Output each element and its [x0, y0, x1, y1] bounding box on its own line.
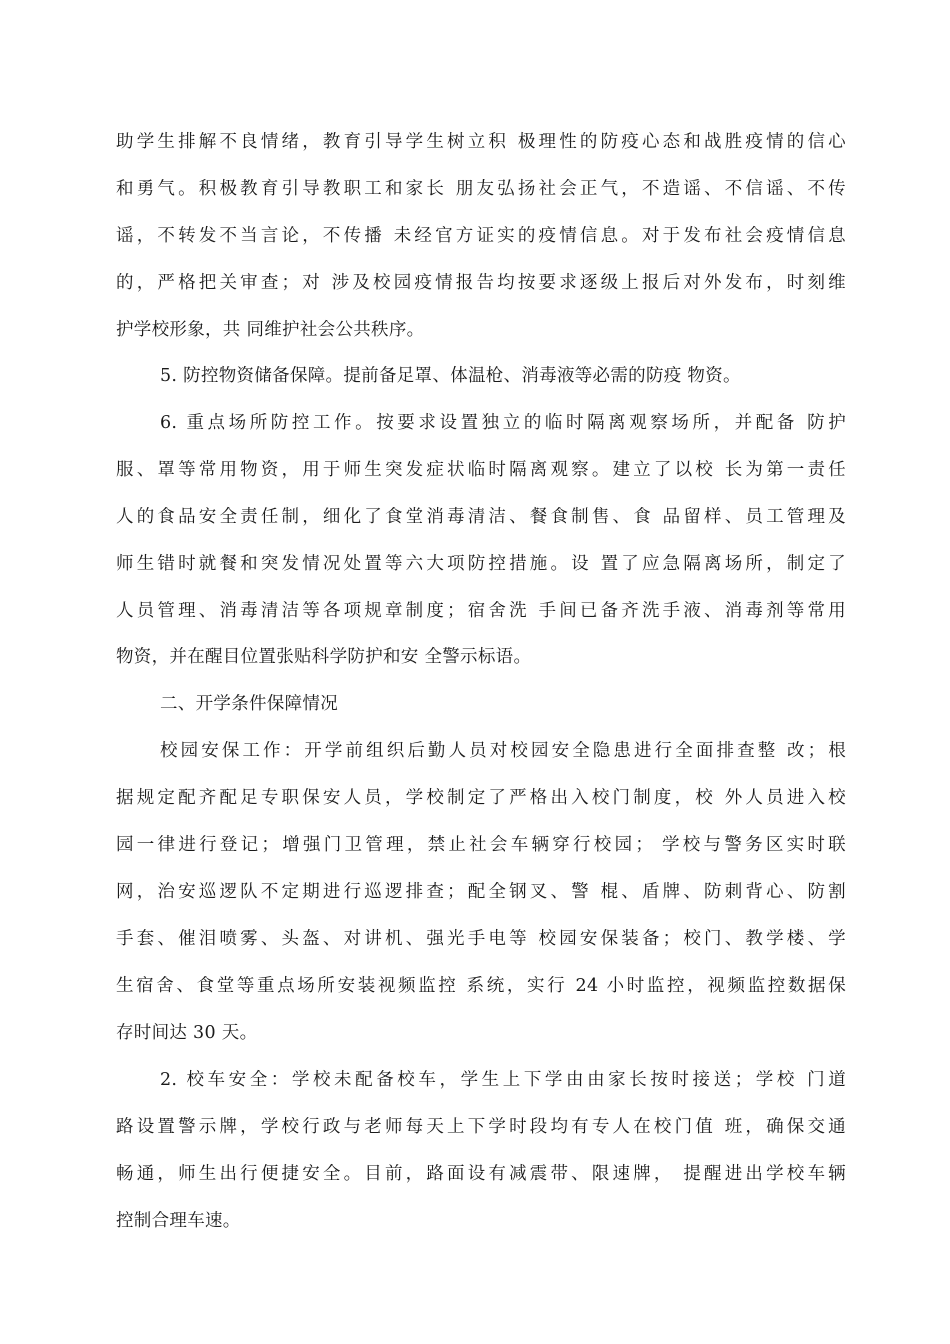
text-line: 校园安保工作：开学前组织后勤人员对校园安全隐患进行全面排查整 改；根 [160, 741, 846, 761]
text-line: 控制合理车速。 [116, 1211, 241, 1231]
text-line: 据规定配齐配足专职保安人员，学校制定了严格出入校门制度，校 外人员进入校 [116, 788, 846, 808]
text-line: 6. 重点场所防控工作。按要求设置独立的临时隔离观察场所，并配备 防护 [160, 413, 846, 433]
section-heading: 二、开学条件保障情况 [160, 694, 338, 714]
text-line: 人的食品安全责任制，细化了食堂消毒清洁、餐食制售、食 品留样、员工管理及 [116, 507, 846, 527]
text-line: 2. 校车安全：学校未配备校车，学生上下学由由家长按时接送；学校 门道 [160, 1070, 846, 1090]
text-line: 护学校形象，共 同维护社会公共秩序。 [116, 320, 425, 340]
text-line: 人员管理、消毒清洁等各项规章制度；宿舍洗 手间已备齐洗手液、消毒剂等常用 [116, 601, 846, 621]
text-line: 服、罩等常用物资，用于师生突发症状临时隔离观察。建立了以校 长为第一责任 [116, 460, 846, 480]
text-line: 5. 防控物资储备保障。提前备足罩、体温枪、消毒液等必需的防疫 物资。 [160, 366, 741, 386]
text-line: 园一律进行登记；增强门卫管理，禁止社会车辆穿行校园； 学校与警务区实时联 [116, 835, 846, 855]
text-line: 助学生排解不良情绪，教育引导学生树立积 极理性的防疫心态和战胜疫情的信心 [116, 132, 846, 152]
text-line: 生宿舍、食堂等重点场所安装视频监控 系统，实行 24 小时监控，视频监控数据保 [116, 976, 846, 996]
text-line: 手套、催泪喷雾、头盔、对讲机、强光手电等 校园安保装备；校门、教学楼、学 [116, 929, 846, 949]
text-line: 和勇气。积极教育引导教职工和家长 朋友弘扬社会正气，不造谣、不信谣、不传 [116, 179, 846, 199]
text-line: 物资，并在醒目位置张贴科学防护和安 全警示标语。 [116, 647, 532, 667]
text-line: 路设置警示牌，学校行政与老师每天上下学时段均有专人在校门值 班，确保交通 [116, 1117, 846, 1137]
text-line: 畅通，师生出行便捷安全。目前，路面设有减震带、限速牌， 提醒进出学校车辆 [116, 1164, 846, 1184]
text-line: 的，严格把关审查；对 涉及校园疫情报告均按要求逐级上报后对外发布，时刻维 [116, 273, 846, 293]
text-line: 谣，不转发不当言论，不传播 未经官方证实的疫情信息。对于发布社会疫情信息 [116, 226, 846, 246]
text-line: 师生错时就餐和突发情况处置等六大项防控措施。设 置了应急隔离场所，制定了 [116, 554, 846, 574]
text-line: 网，治安巡逻队不定期进行巡逻排查；配全钢叉、警 棍、盾牌、防刺背心、防割 [116, 882, 846, 902]
text-line: 存时间达 30 天。 [116, 1023, 258, 1043]
